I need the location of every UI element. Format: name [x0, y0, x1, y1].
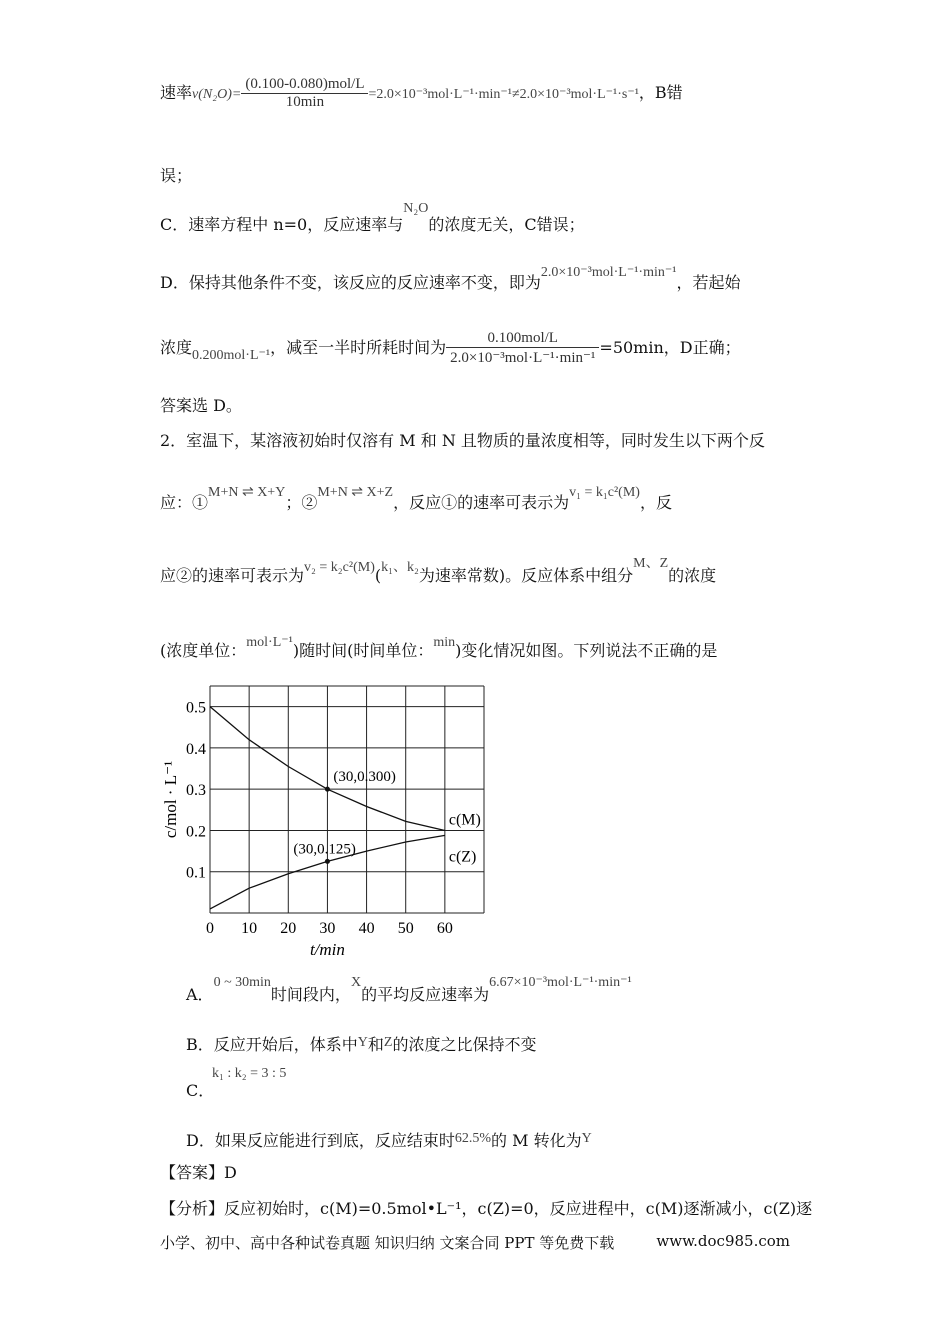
fraction-denominator: 10min [285, 94, 325, 110]
rate-fraction [241, 76, 368, 111]
question-2-stem-line-3 [160, 553, 717, 585]
rate-2-intro: 应②的速率可表示为 [160, 566, 305, 585]
option-c-label: C． [186, 1081, 215, 1100]
series-label: c(M) [448, 811, 481, 829]
answer-label: 【答案】D [160, 1163, 237, 1182]
species-y-final: Y [581, 1131, 592, 1146]
x-tick-label: 20 [280, 920, 297, 937]
components-mz: M、Z [633, 556, 669, 571]
rate-1-expression: v₁ = k₁c²(M) [569, 485, 640, 500]
d-calc-text: 浓度 [160, 338, 193, 357]
option-b-text: B．反应开始后，体系中 [186, 1035, 358, 1054]
paren-open: ( [374, 566, 382, 585]
x-tick-label: 10 [241, 920, 258, 937]
c-explanation-text: C．速率方程中 n=0，反应速率与 [160, 215, 404, 234]
concentration-unit: mol·L⁻¹ [246, 635, 293, 650]
footer-url[interactable]: www.doc985.com [656, 1232, 790, 1250]
x-axis-label: t/min [309, 940, 345, 959]
footer-left: 小学、初中、高中各种试卷真题 知识归纳 文案合同 PPT 等免费下载 [160, 1234, 615, 1252]
x-tick-label: 40 [358, 920, 375, 937]
unit-intro: (浓度单位： [160, 641, 247, 660]
page-footer [160, 1232, 790, 1253]
x-tick-label: 0 [206, 920, 214, 937]
y-tick-label: 0.4 [186, 740, 206, 758]
option-d-text: D．如果反应能进行到底，反应结束时 [186, 1131, 455, 1150]
rate-constant-ratio [212, 1062, 286, 1082]
n2o-formula: N₂O [403, 201, 429, 216]
option-d-calculation [160, 330, 741, 367]
option-d-explanation [160, 258, 741, 292]
option-a-label: A． [186, 985, 214, 1004]
x-tick-label: 60 [436, 920, 453, 937]
answer-choice-line: 答案选 D。 [160, 396, 242, 415]
question-2-stem-line-1: 2．室温下，某溶液初始时仅溶有 M 和 N 且物质的量浓度相等，同时发生以下两个反 [160, 431, 765, 450]
d-calc-result: =50min，D正确； [599, 338, 741, 357]
ratio-expression: k₁ : k₂ = 3 : 5 [212, 1066, 287, 1081]
fraction-numerator: (0.100-0.080)mol/L [241, 76, 368, 94]
rate-1-intro: ，反应①的速率可表示为 [393, 493, 570, 512]
question-2-stem-line-2 [160, 478, 672, 512]
time-range: 0 ~ 30min [213, 975, 271, 990]
annotation-label: (30,0.125) [293, 841, 356, 858]
option-d[interactable] [186, 1124, 592, 1150]
option-a[interactable] [186, 968, 632, 1004]
option-c[interactable] [186, 1078, 214, 1101]
option-a-text-2: 的平均反应速率为 [361, 985, 490, 1004]
species-x: X [350, 975, 362, 990]
half-life-numerator: 0.100mol/L [446, 330, 599, 348]
d-explanation-text-end: ，若起始 [676, 273, 741, 292]
series-label: c(Z) [448, 848, 477, 866]
y-axis-label: c/mol · L⁻¹ [161, 760, 180, 839]
b-wrong-text: ，B错 [638, 83, 683, 102]
option-b-and: 和 [367, 1035, 384, 1054]
annotation-label: (30,0.300) [333, 769, 396, 786]
y-tick-label: 0.2 [186, 823, 206, 841]
time-unit-intro: )随时间(时间单位： [292, 641, 434, 660]
initial-concentration: 0.200mol·L⁻¹ [192, 348, 271, 363]
option-b-text-end: 的浓度之比保持不变 [392, 1035, 537, 1054]
analysis-text: 【分析】反应初始时，c(M)=0.5mol•L⁻¹，c(Z)=0，反应进程中，c(M)逐渐减小，c(Z)逐 [160, 1199, 813, 1218]
half-life-denominator: 2.0×10⁻³mol·L⁻¹·min⁻¹ [450, 350, 596, 366]
rate-label: 速率 [160, 83, 193, 102]
b-wrong-continuation: 误； [160, 166, 193, 185]
reaction-2: M+N ⇌ X+Z [317, 485, 394, 500]
time-unit: min [433, 635, 456, 650]
option-a-text: 时间段内， [270, 985, 351, 1004]
option-d-text-end: 的 M 转化为 [491, 1131, 582, 1150]
reaction-intro: 应：① [160, 493, 209, 512]
d-explanation-text: D．保持其他条件不变，该反应的反应速率不变，即为 [160, 273, 541, 292]
rate-constants: k₁、k₂ [381, 560, 419, 575]
half-life-fraction [446, 330, 599, 367]
rate-constants-desc: 为速率常数)。反应体系中组分 [418, 566, 634, 585]
d-rate-value: 2.0×10⁻³mol·L⁻¹·min⁻¹ [540, 265, 677, 280]
option-c-explanation [160, 201, 585, 234]
x-tick-label: 50 [397, 920, 414, 937]
c-explanation-text-end: 的浓度无关，C错误； [428, 215, 585, 234]
rate-equation-line [160, 76, 683, 111]
species-z: Z [383, 1035, 393, 1050]
annotation-point [325, 787, 330, 792]
y-tick-label: 0.5 [186, 699, 206, 717]
x-tick-label: 30 [319, 920, 336, 937]
option-b[interactable] [186, 1028, 537, 1054]
rate-comparison: =2.0×10⁻³mol·L⁻¹·min⁻¹≠2.0×10⁻³mol·L⁻¹·s⁻¹ [368, 87, 639, 102]
species-y: Y [357, 1035, 368, 1050]
reaction-separator: ；② [285, 493, 318, 512]
question-ask: )变化情况如图。下列说法不正确的是 [455, 641, 718, 660]
y-tick-label: 0.1 [186, 864, 206, 882]
rate-symbol: v(N₂O)= [192, 87, 242, 102]
concentration-word: 的浓度 [668, 566, 717, 585]
concentration-time-chart [160, 676, 500, 960]
rate-1-end: ，反 [639, 493, 672, 512]
y-tick-label: 0.3 [186, 782, 206, 800]
annotation-point [325, 859, 330, 864]
conversion-percent: 62.5% [454, 1131, 492, 1146]
rate-2-expression: v₂ = k₂c²(M) [304, 560, 375, 575]
average-rate: 6.67×10⁻³mol·L⁻¹·min⁻¹ [489, 975, 632, 990]
reaction-1: M+N ⇌ X+Y [208, 485, 286, 500]
d-calc-text-middle: ，减至一半时所耗时间为 [270, 338, 447, 357]
question-2-stem-line-4 [160, 628, 718, 660]
